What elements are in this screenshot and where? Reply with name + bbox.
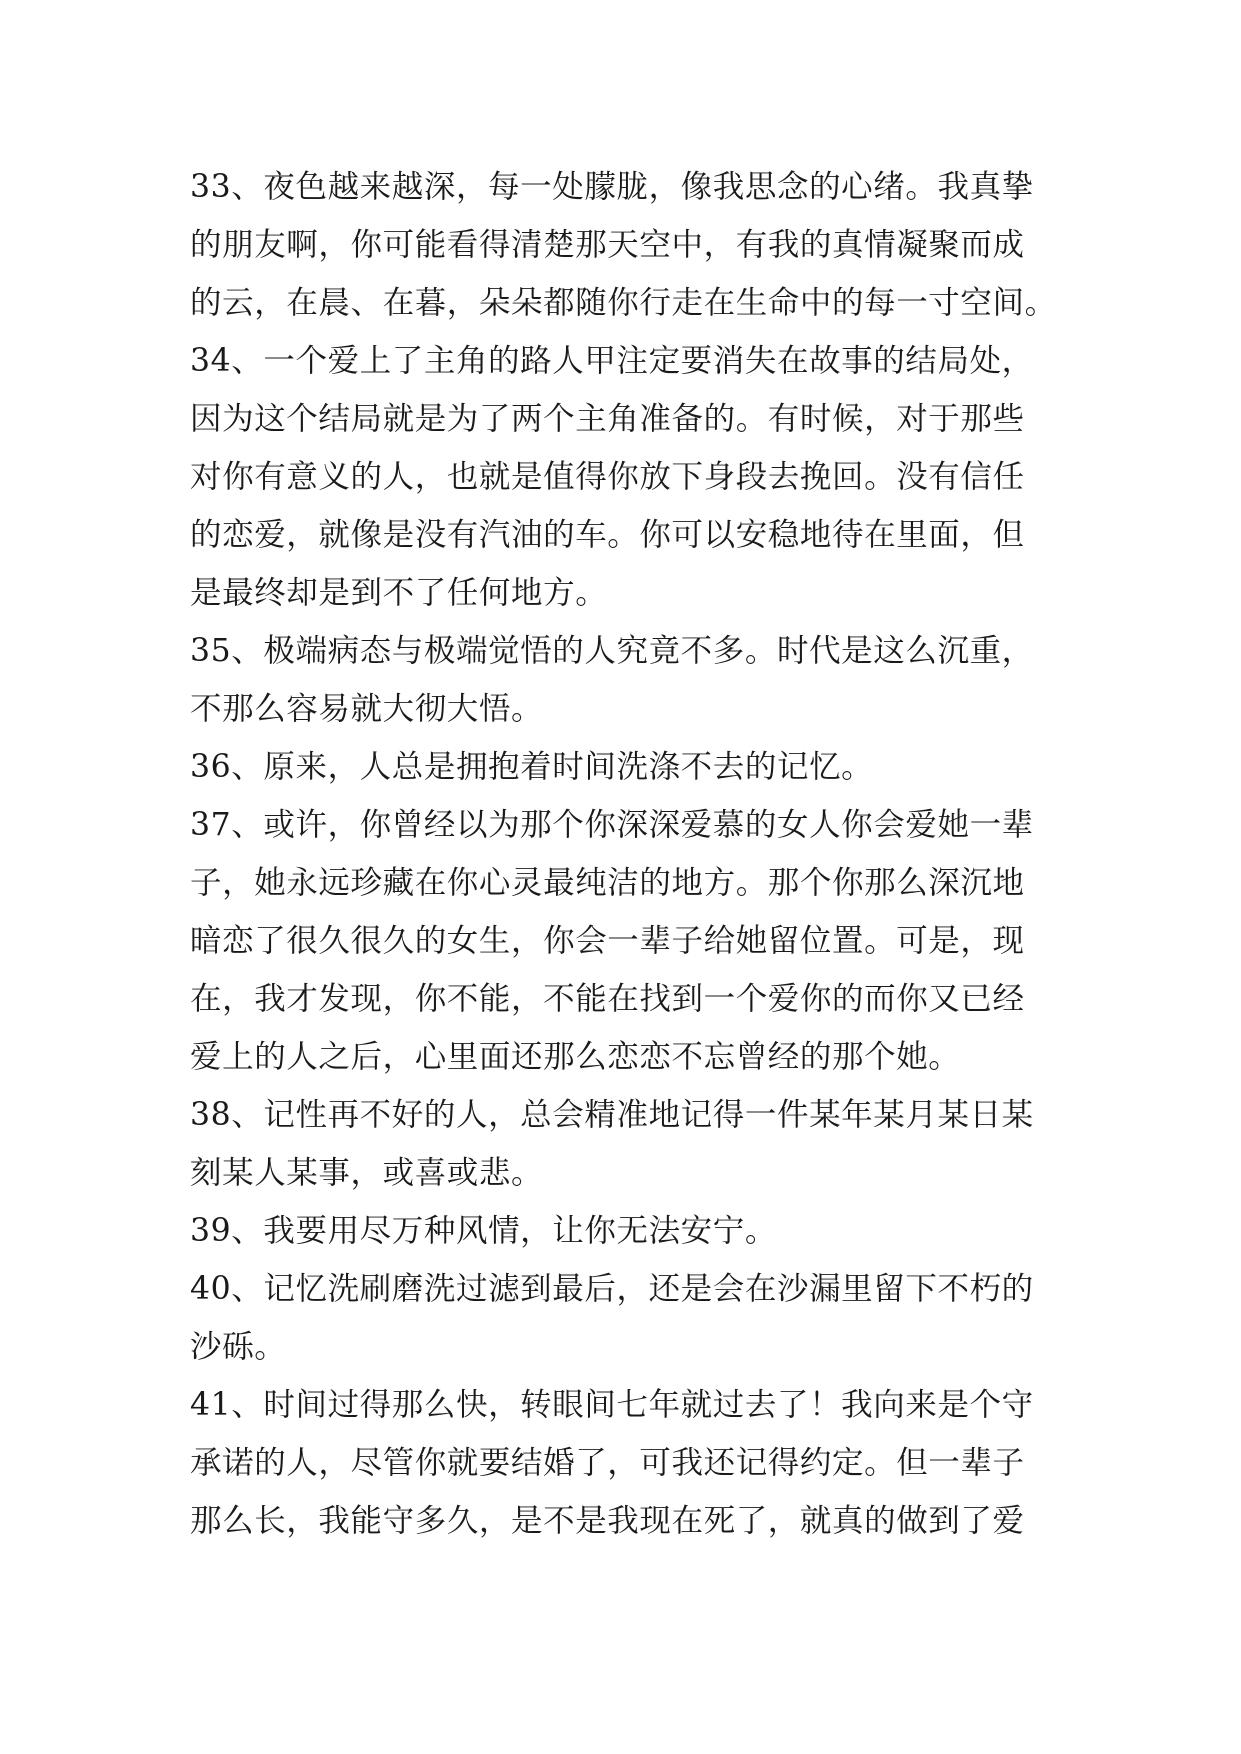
text-line: 的朋友啊，你可能看得清楚那天空中，有我的真情凝聚而成	[190, 227, 1025, 263]
text-line: 承诺的人，尽管你就要结婚了，可我还记得约定。但一辈子	[190, 1445, 1025, 1481]
text-line: 不那么容易就大彻大悟。	[190, 691, 544, 727]
text-line: 在，我才发现，你不能，不能在找到一个爱你的而你又已经	[190, 981, 1025, 1017]
text-line: 35、极端病态与极端觉悟的人究竟不多。时代是这么沉重，	[190, 633, 1034, 669]
text-line: 那么长，我能守多久，是不是我现在死了，就真的做到了爱	[190, 1503, 1025, 1539]
text-line: 36、原来，人总是拥抱着时间洗涤不去的记忆。	[190, 749, 874, 785]
text-line: 的恋爱，就像是没有汽油的车。你可以安稳地待在里面，但	[190, 517, 1025, 553]
text-line: 子，她永远珍藏在你心灵最纯洁的地方。那个你那么深沉地	[190, 865, 1025, 901]
text-line: 40、记忆洗刷磨洗过滤到最后，还是会在沙漏里留下不朽的	[190, 1271, 1034, 1307]
text-line: 刻某人某事，或喜或悲。	[190, 1155, 544, 1191]
text-line: 的云，在晨、在暮，朵朵都随你行走在生命中的每一寸空间。	[190, 285, 1057, 321]
text-line: 38、记性再不好的人，总会精准地记得一件某年某月某日某	[190, 1097, 1034, 1133]
text-line: 34、一个爱上了主角的路人甲注定要消失在故事的结局处，	[190, 343, 1034, 379]
text-line: 33、夜色越来越深，每一处朦胧，像我思念的心绪。我真挚	[190, 169, 1034, 205]
text-line: 39、我要用尽万种风情，让你无法安宁。	[190, 1213, 777, 1249]
text-line: 41、时间过得那么快，转眼间七年就过去了！我向来是个守	[190, 1387, 1034, 1423]
text-line: 沙砾。	[190, 1329, 287, 1365]
text-line: 对你有意义的人，也就是值得你放下身段去挽回。没有信任	[190, 459, 1025, 495]
text-line: 暗恋了很久很久的女生，你会一辈子给她留位置。可是，现	[190, 923, 1025, 959]
text-line: 是最终却是到不了任何地方。	[190, 575, 608, 611]
text-line: 爱上的人之后，心里面还那么恋恋不忘曾经的那个她。	[190, 1039, 961, 1075]
body-text	[190, 158, 1060, 1550]
text-line: 因为这个结局就是为了两个主角准备的。有时候，对于那些	[190, 401, 1025, 437]
text-line: 37、或许，你曾经以为那个你深深爱慕的女人你会爱她一辈	[190, 807, 1034, 843]
